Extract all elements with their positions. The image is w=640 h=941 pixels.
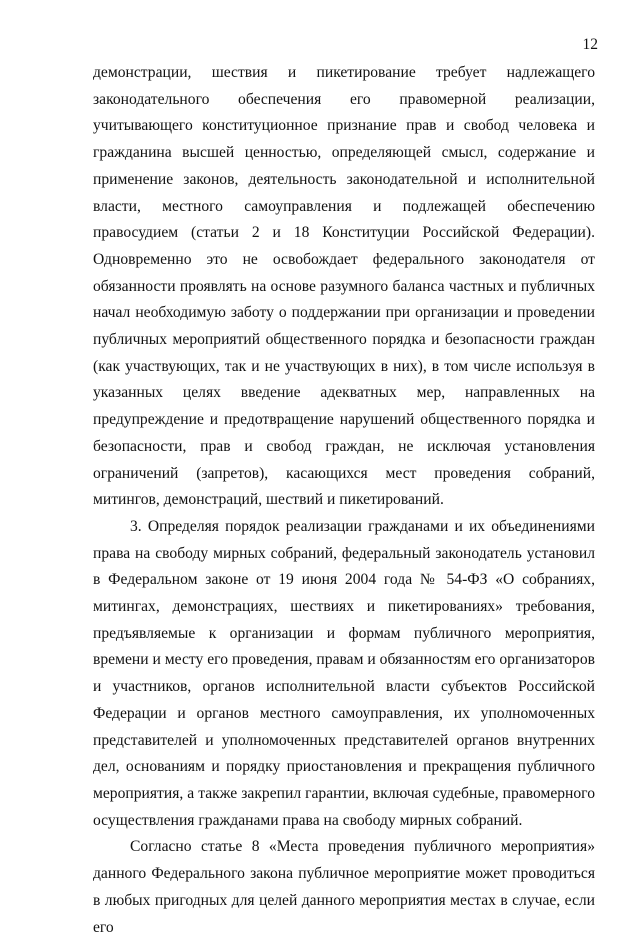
paragraph-section-3: 3. Определяя порядок реализации гражданами и их объединениями права на свободу мирных собраний, федеральный законодатель установил в Федеральном законе от 19 июня 2004 года № 54-ФЗ «О собраниях, митингах, демонстрациях, шествиях и пикетированиях» требования, предъявляемые к организации и формам публичного мероприятия, времени и месту его проведения, правам и обязанностям его организаторов и участников, органов исполнительной власти субъектов Российской Федерации и органов местного самоуправления, их уполномоченных представителей и уполномоченных представителей органов внутренних дел, основаниям и порядку приостановления и прекращения публичного мероприятия, а также закрепил гарантии, включая судебные, правомерного осуществления гражданами права на свободу мирных собраний.: [93, 517, 595, 829]
paragraph-continuation: демонстрации, шествия и пикетирование требует надлежащего законодательного обеспечения его правомерной реализации, учитывающего конституционное признание прав и свобод человека и гражданина высшей ценностью, определяющей смысл, содержание и применение законов, деятельность законодательной и исполнительной власти, местного самоуправления и подлежащей обеспечению правосудием (статьи 2 и 18 Конституции Российской Федерации). Одновременно это не освобождает федерального законодателя от обязанности проявлять на основе разумного баланса частных и публичных начал необходимую заботу о поддержании при организации и проведении публичных мероприятий общественного порядка и безопасности граждан (как участвующих, так и не участвующих в них), в том числе используя в указанных целях введение адекватных мер, направленных на предупреждение и предотвращение нарушений общественного порядка и безопасности, прав и свобод граждан, не исключая установления ограничений (запретов), касающихся мест проведения собраний, митингов, демонстраций, шествий и пикетирований.: [93, 64, 595, 509]
document-body: [93, 60, 595, 941]
paragraph-article-8: Согласно статье 8 «Места проведения публичного мероприятия» данного Федерального закона публичное мероприятие может проводиться в любых пригодных для целей данного мероприятия местах в случае, если его: [93, 838, 595, 936]
page-number: 12: [582, 36, 598, 53]
